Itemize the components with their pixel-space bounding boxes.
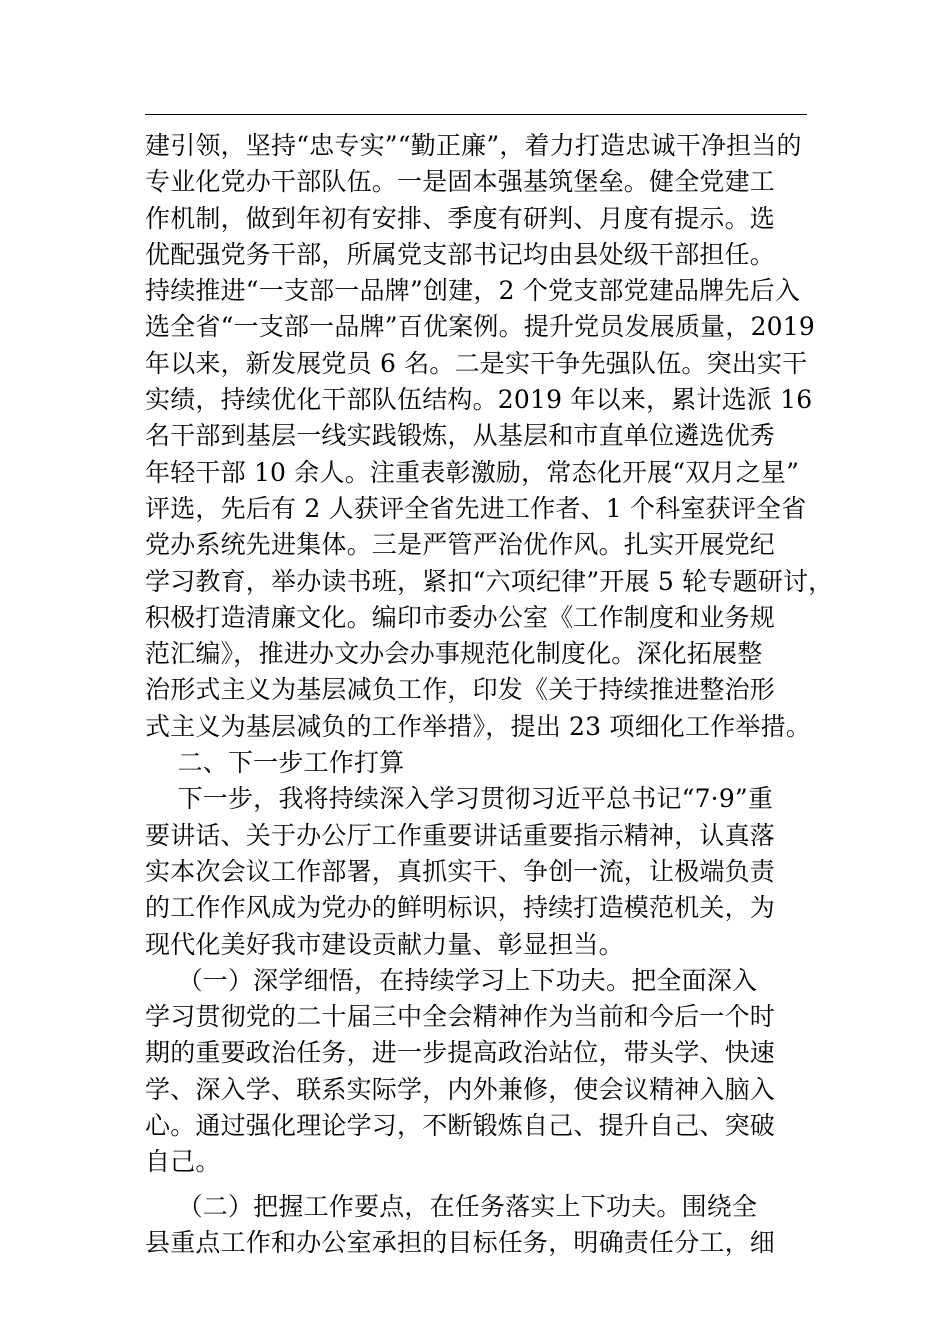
text-line: 县重点工作和办公室承担的目标任务，明确责任分工，细 (145, 1227, 776, 1257)
text-line: 年轻干部 10 余人。注重表彰激励，常态化开展“双月之星” (145, 457, 800, 487)
text-line: 期的重要政治任务，进一步提高政治站位，带头学、快速 (145, 1038, 776, 1068)
text-line: 专业化党办干部队伍。一是固本强基筑堡垒。健全党建工 (145, 167, 776, 197)
text-line: 选全省“一支部一品牌”百优案例。提升党员发展质量，2019 (145, 312, 815, 342)
text-line: 作机制，做到年初有安排、季度有研判、月度有提示。选 (145, 203, 776, 233)
header-rule (145, 114, 807, 115)
text-line: 要讲话、关于办公厅工作重要讲话重要指示精神，认真落 (145, 820, 776, 850)
text-line: （一）深学细悟，在持续学习上下功夫。把全面深入 (145, 965, 758, 995)
text-line: 自己。 (145, 1147, 221, 1177)
text-line: 治形式主义为基层减负工作，印发《关于持续推进整治形 (145, 675, 776, 705)
text-line: 评选，先后有 2 人获评全省先进工作者、1 个科室获评全省 (145, 493, 807, 523)
text-line: 建引领，坚持“忠专实”“勤正廉”，着力打造忠诚干净担当的 (145, 131, 802, 160)
text-line: 学习贯彻党的二十届三中全会精神作为当前和今后一个时 (145, 1002, 776, 1032)
text-line: 学、深入学、联系实际学，内外兼修，使会议精神入脑入 (145, 1074, 776, 1104)
text-line: 现代化美好我市建设贡献力量、彰显担当。 (145, 929, 624, 959)
section-heading: 二、下一步工作打算 (145, 748, 405, 778)
text-line: 的工作作风成为党办的鲜明标识，持续打造模范机关，为 (145, 893, 776, 923)
text-line: 年以来，新发展党员 6 名。二是实干争先强队伍。突出实干 (145, 348, 808, 378)
text-line: 优配强党务干部，所属党支部书记均由县处级干部担任。 (145, 239, 776, 269)
body-text (145, 128, 834, 1261)
text-line: 名干部到基层一线实践锻炼，从基层和市直单位遴选优秀 (145, 421, 776, 451)
text-line: 实本次会议工作部署，真抓实干、争创一流，让极端负责 (145, 856, 776, 886)
paragraph-gap (145, 1181, 809, 1189)
text-line: 下一步，我将持续深入学习贯彻习近平总书记“7·9”重 (145, 784, 774, 814)
text-line: 实绩，持续优化干部队伍结构。2019 年以来，累计选派 16 (145, 385, 813, 415)
text-line: （二）把握工作要点，在任务落实上下功夫。围绕全 (145, 1191, 758, 1221)
text-line: 持续推进“一支部一品牌”创建，2 个党支部党建品牌先后入 (145, 276, 801, 306)
text-line: 党办系统先进集体。三是严管严治优作风。扎实开展党纪 (145, 530, 776, 560)
text-line: 学习教育，举办读书班，紧扣“六项纪律”开展 5 轮专题研讨， (145, 566, 834, 596)
text-line: 范汇编》，推进办文办会办事规范化制度化。深化拓展整 (145, 639, 763, 669)
text-line: 积极打造清廉文化。编印市委办公室《工作制度和业务规 (145, 602, 776, 632)
text-line: 心。通过强化理论学习，不断锻炼自己、提升自己、突破 (145, 1111, 776, 1141)
text-line: 式主义为基层减负的工作举措》，提出 23 项细化工作举措。 (145, 711, 812, 741)
